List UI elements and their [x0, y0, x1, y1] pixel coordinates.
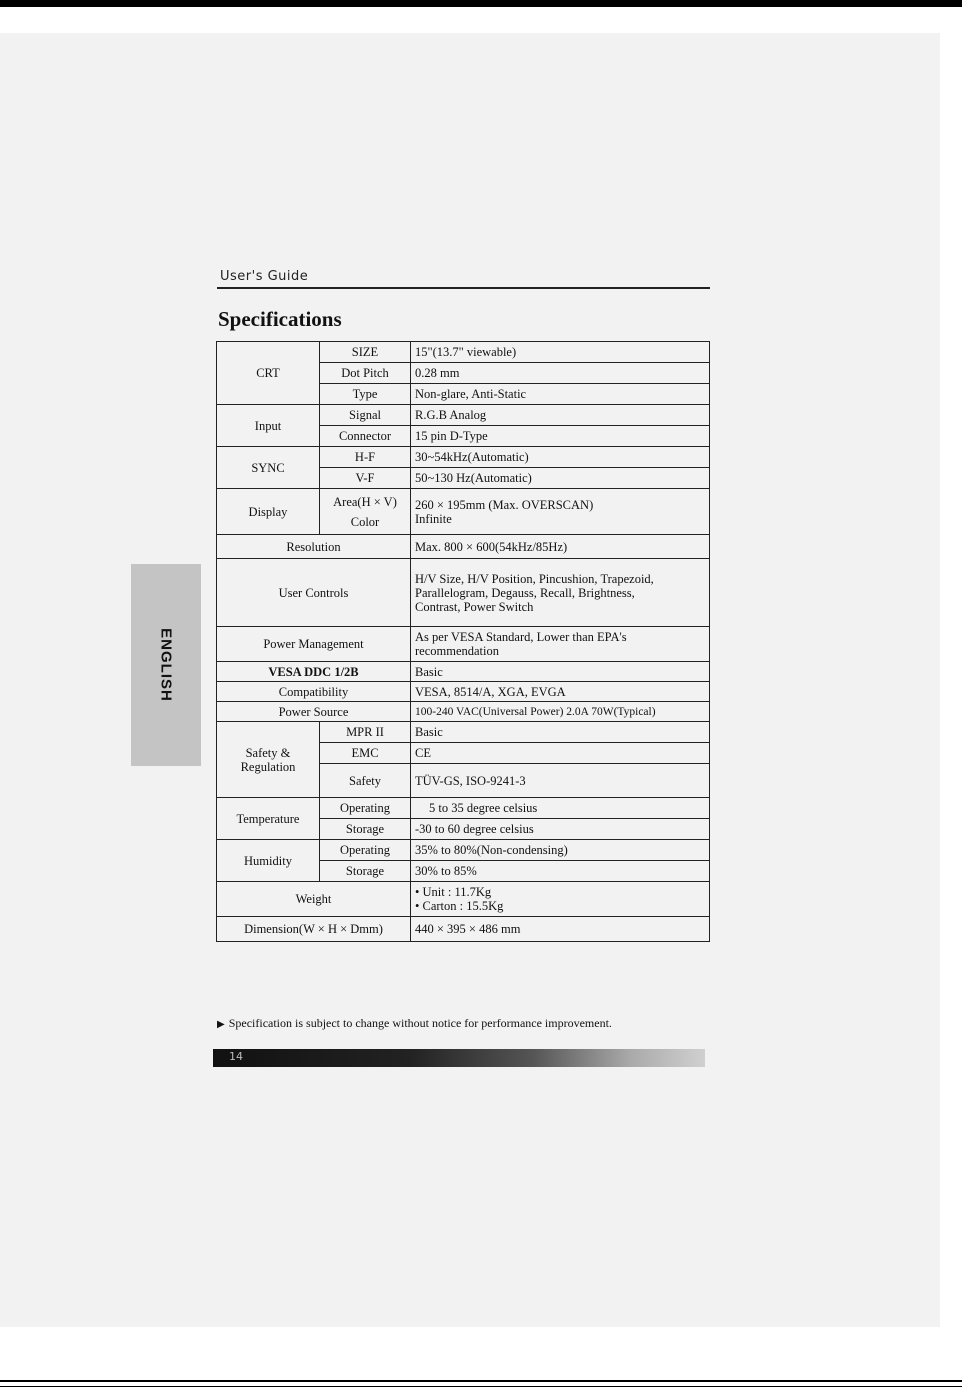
weight-values [411, 882, 710, 917]
weight-unit-value: • Unit : 11.7Kg [415, 885, 492, 899]
weight-label: Weight [217, 882, 411, 917]
vesa-ddc-label: VESA DDC 1/2B [217, 662, 411, 682]
user-controls-line: Contrast, Power Switch [415, 599, 534, 614]
table-row [217, 798, 710, 819]
humidity-operating-label: Operating [320, 840, 411, 861]
table-row [217, 702, 710, 722]
page-number: 14 [229, 1050, 243, 1063]
input-connector-value: 15 pin D-Type [411, 426, 710, 447]
table-row [217, 559, 710, 627]
user-controls-line: Parallelogram, Degauss, Recall, Brightness, [415, 585, 635, 600]
vesa-ddc-value: Basic [411, 662, 710, 682]
safety-category-line: Regulation [240, 759, 296, 774]
humidity-storage-label: Storage [320, 861, 411, 882]
crt-category: CRT [217, 342, 320, 405]
safety-category-line: Safety & [245, 745, 291, 760]
power-management-line: As per VESA Standard, Lower than EPA's [415, 630, 627, 644]
temperature-storage-label: Storage [320, 819, 411, 840]
footnote-text: Specification is subject to change without notice for performance improvement. [228, 1016, 612, 1030]
emc-value: CE [411, 743, 710, 764]
table-row [217, 627, 710, 662]
table-row [217, 405, 710, 426]
triangle-bullet-icon: ▶ [217, 1019, 225, 1030]
dimension-label: Dimension(W × H × Dmm) [217, 917, 411, 942]
table-row [217, 342, 710, 363]
crt-size-label: SIZE [320, 342, 411, 363]
resolution-value: Max. 800 × 600(54kHz/85Hz) [411, 535, 710, 559]
table-row [217, 917, 710, 942]
power-source-value: 100-240 VAC(Universal Power) 2.0A 70W(Typical) [411, 702, 710, 722]
humidity-storage-value: 30% to 85% [411, 861, 710, 882]
safety-label: Safety [320, 764, 411, 798]
dimension-value: 440 × 395 × 486 mm [411, 917, 710, 942]
safety-category [217, 722, 320, 798]
crt-type-label: Type [320, 384, 411, 405]
display-category: Display [217, 489, 320, 535]
specifications-table [216, 341, 710, 942]
crt-type-value: Non-glare, Anti-Static [411, 384, 710, 405]
language-tab-label: ENGLISH [157, 628, 175, 702]
table-row [217, 662, 710, 682]
crt-dot-pitch-value: 0.28 mm [411, 363, 710, 384]
table-row [217, 489, 710, 535]
user-controls-label: User Controls [217, 559, 411, 627]
input-signal-value: R.G.B Analog [411, 405, 710, 426]
bottom-border-rule-thin [0, 1386, 962, 1387]
power-management-label: Power Management [217, 627, 411, 662]
compatibility-value: VESA, 8514/A, XGA, EVGA [411, 682, 710, 702]
sync-category: SYNC [217, 447, 320, 489]
input-category: Input [217, 405, 320, 447]
mpr-value: Basic [411, 722, 710, 743]
footnote [217, 1016, 612, 1031]
power-source-label: Power Source [217, 702, 411, 722]
power-management-line: recommendation [415, 644, 499, 658]
crt-dot-pitch-label: Dot Pitch [320, 363, 411, 384]
display-area-label: Area(H × V) [333, 494, 397, 509]
sync-hf-value: 30~54kHz(Automatic) [411, 447, 710, 468]
table-row [217, 535, 710, 559]
safety-value: TÜV-GS, ISO-9241-3 [411, 764, 710, 798]
display-area-value: 260 × 195mm (Max. OVERSCAN) [415, 497, 594, 512]
emc-label: EMC [320, 743, 411, 764]
sync-vf-label: V-F [320, 468, 411, 489]
resolution-label: Resolution [217, 535, 411, 559]
humidity-operating-value: 35% to 80%(Non-condensing) [411, 840, 710, 861]
page-footer-bar [213, 1049, 705, 1067]
table-row [217, 682, 710, 702]
input-signal-label: Signal [320, 405, 411, 426]
display-color-value: Infinite [415, 511, 452, 526]
guide-header-label: User's Guide [220, 269, 309, 284]
page-title: Specifications [218, 307, 342, 331]
humidity-category: Humidity [217, 840, 320, 882]
sync-vf-value: 50~130 Hz(Automatic) [411, 468, 710, 489]
mpr-label: MPR II [320, 722, 411, 743]
temperature-operating-label: Operating [320, 798, 411, 819]
display-values [411, 489, 710, 535]
compatibility-label: Compatibility [217, 682, 411, 702]
table-row [217, 840, 710, 861]
table-row [217, 447, 710, 468]
crt-size-value: 15"(13.7" viewable) [411, 342, 710, 363]
top-border-rule [0, 0, 962, 7]
temperature-storage-value: -30 to 60 degree celsius [411, 819, 710, 840]
header-rule [217, 287, 710, 289]
temperature-operating-value: 5 to 35 degree celsius [411, 798, 710, 819]
table-row [217, 882, 710, 917]
input-connector-label: Connector [320, 426, 411, 447]
bottom-border-rule [0, 1380, 962, 1382]
power-management-values [411, 627, 710, 662]
user-controls-values [411, 559, 710, 627]
weight-carton-value: • Carton : 15.5Kg [415, 899, 504, 913]
display-color-label: Color [350, 514, 380, 529]
sync-hf-label: H-F [320, 447, 411, 468]
table-row [217, 722, 710, 743]
temperature-category: Temperature [217, 798, 320, 840]
user-controls-line: H/V Size, H/V Position, Pincushion, Trapezoid, [415, 571, 654, 586]
display-sub-labels [320, 489, 411, 535]
